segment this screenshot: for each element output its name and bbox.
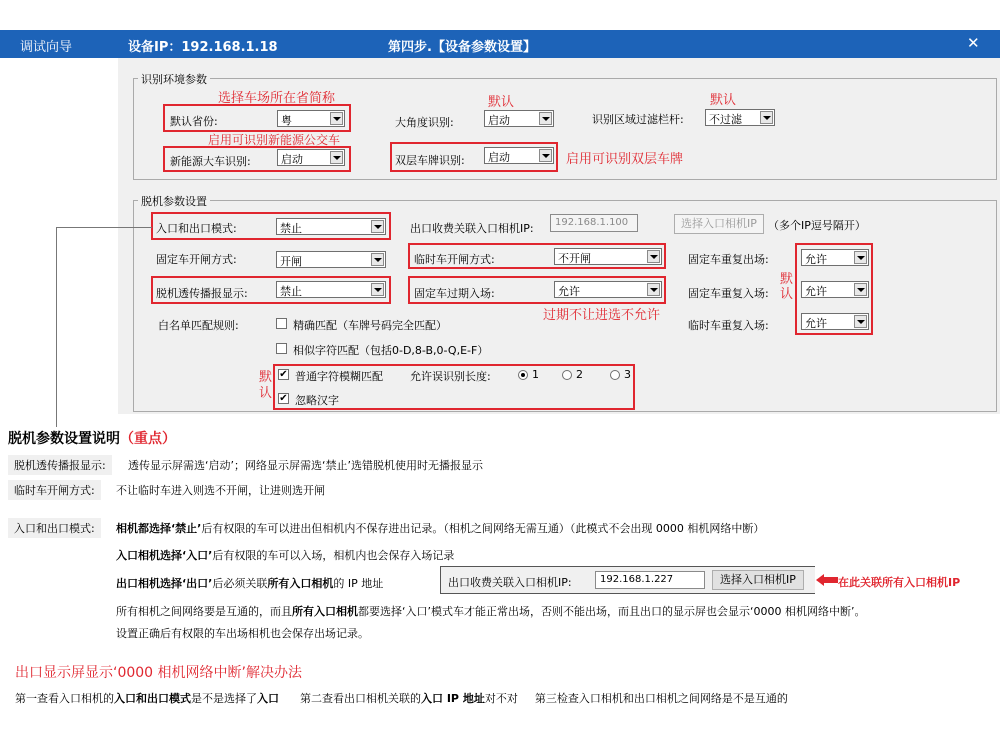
chevron-down-icon (647, 283, 660, 296)
row5-mid: 后必须关联 (212, 577, 268, 590)
temp-repeat-in-label: 临时车重复入场: (688, 319, 769, 332)
row5-field-label: 出口收费关联入口相机IP: (448, 576, 572, 589)
title-bar (0, 30, 1000, 58)
filter-value: 不过滤 (709, 113, 742, 126)
recognition-legend: 识别环境参数 (138, 71, 210, 87)
connector-line-vertical (56, 227, 57, 427)
row3-bold: 相机都选择‘禁止’ (116, 522, 202, 535)
settings-dialog (118, 58, 1000, 414)
row3-text: 后有权限的车可以进出但相机内不保存进出记录。（相机之间网络无需互通）（此模式不会出现 0000 相机网络中断） (201, 522, 765, 535)
radio-length-2-label: 2 (576, 368, 583, 381)
row5-ip-input[interactable]: 192.168.1.227 (595, 571, 705, 589)
fuzzy-match-label: 普通字符模糊匹配 (295, 370, 383, 383)
expired-value: 允许 (558, 285, 580, 298)
similar-match-label: 相似字符匹配（包括0-D,8-B,0-Q,E-F） (293, 344, 489, 357)
radio-length-2[interactable] (562, 370, 572, 380)
default-note-angle: 默认 (488, 95, 515, 110)
row3 (116, 520, 764, 536)
default-left-note: 默认 (259, 370, 273, 401)
province-value: 粤 (281, 114, 292, 127)
fixed-repeat-out-value: 允许 (805, 253, 827, 266)
passthrough-value: 禁止 (280, 285, 302, 298)
chevron-down-icon (647, 250, 660, 263)
province-label: 默认省份: (170, 115, 218, 128)
angle-select[interactable] (484, 110, 554, 127)
close-icon[interactable]: ✕ (967, 34, 980, 52)
fuzzy-match-checkbox[interactable]: ✔ (279, 369, 288, 380)
row2-label: 临时车开闸方式: (8, 480, 101, 500)
row6-b: 都要选择‘入口’模式车才能正常出场，否则不能出场，而且出口的显示屏也会显示‘0000 相机网络中断’。 (358, 605, 866, 618)
province-select[interactable] (277, 110, 345, 127)
row6 (116, 603, 865, 619)
chevron-down-icon (330, 112, 343, 125)
expired-label: 固定车过期入场: (414, 287, 495, 300)
row4 (116, 547, 454, 563)
multi-ip-note: （多个IP逗号隔开） (768, 219, 866, 232)
wizard-title: 调试向导 (20, 40, 73, 55)
sol2c: 对不对 (484, 692, 518, 705)
sol1b: 入口和出口模式 (114, 692, 191, 705)
fixed-repeat-in-label: 固定车重复入场: (688, 287, 769, 300)
select-entrance-cam-button[interactable]: 选择入口相机IP (712, 570, 804, 590)
default-note-filter: 默认 (710, 93, 737, 108)
row2-text: 不让临时车进入则选不开闸，让进则选开闸 (116, 484, 325, 497)
angle-value: 启动 (488, 114, 510, 127)
row4-bold: 入口相机选择‘入口’ (116, 549, 213, 562)
newenergy-label: 新能源大车识别: (170, 155, 251, 168)
chevron-down-icon (371, 253, 384, 266)
temp-open-label: 临时车开闸方式: (414, 253, 495, 266)
exact-match-label: 精确匹配（车牌号码完全匹配） (293, 319, 447, 332)
device-ip-label: 设备IP：192.168.1.18 (128, 40, 278, 55)
radio-length-1-label: 1 (532, 368, 539, 381)
exit-ip-input[interactable]: 192.168.1.100 (550, 214, 638, 232)
newenergy-select[interactable] (277, 149, 345, 166)
chevron-down-icon (760, 111, 773, 124)
whitelist-label: 白名单匹配规则: (158, 319, 239, 332)
exit-ip-label: 出口收费关联入口相机IP: (410, 222, 534, 235)
fixed-open-label: 固定车开闸方式: (156, 253, 237, 266)
choose-province-note: 选择车场所在省简称 (218, 91, 336, 106)
allow-err-label: 允许误识别长度: (410, 370, 491, 383)
sol2a: 第二查看出口相机关联的 (300, 692, 421, 705)
row5-note: 在此关联所有入口相机IP (838, 576, 961, 589)
passthrough-select[interactable] (276, 281, 386, 298)
row5-bold1: 出口相机选择‘出口’ (116, 577, 213, 590)
row6-bold: 所有入口相机 (292, 605, 358, 618)
chevron-down-icon (539, 112, 552, 125)
row3-label: 入口和出口模式: (8, 518, 101, 538)
enable-double-note: 启用可识别双层车牌 (566, 152, 684, 167)
fixed-open-value: 开闸 (280, 255, 302, 268)
row1-label: 脱机透传播报显示: (8, 455, 112, 475)
sol1d: 入口 (257, 692, 279, 705)
arrow-left-icon (816, 574, 838, 589)
radio-length-3[interactable] (610, 370, 620, 380)
row4-text: 后有权限的车可以入场，相机内也会保存入场记录 (212, 549, 455, 562)
io-mode-label: 入口和出口模式: (156, 222, 237, 235)
default-side-note: 默认 (780, 272, 794, 302)
chevron-down-icon (854, 315, 867, 328)
chevron-down-icon (371, 220, 384, 233)
row5 (116, 575, 383, 591)
fixed-repeat-out-label: 固定车重复出场: (688, 253, 769, 266)
sol3: 第三检查入口相机和出口相机之间网络是不是互通的 (534, 692, 788, 705)
explain-title (8, 428, 176, 448)
ignore-chinese-checkbox[interactable]: ✔ (279, 393, 288, 404)
solution-title: 出口显示屏显示‘0000 相机网络中断’解决办法 (15, 665, 302, 681)
select-entrance-cam-button-disabled[interactable]: 选择入口相机IP (674, 214, 764, 234)
chevron-down-icon (371, 283, 384, 296)
newenergy-value: 启动 (281, 153, 303, 166)
chevron-down-icon (330, 151, 343, 164)
temp-repeat-in-value: 允许 (805, 317, 827, 330)
exact-match-checkbox[interactable] (276, 318, 287, 329)
sol2b: 入口 IP 地址 (421, 692, 485, 705)
sol1a: 第一查看入口相机的 (15, 692, 114, 705)
step-title: 第四步.【设备参数设置】 (388, 40, 536, 55)
row5-bold2: 所有入口相机 (267, 577, 334, 590)
solution-line (15, 690, 788, 706)
filter-select[interactable] (705, 109, 775, 126)
explain-title-key: （重点） (120, 431, 176, 447)
similar-match-checkbox[interactable] (276, 343, 287, 354)
offline-legend: 脱机参数设置 (138, 193, 210, 209)
chevron-down-icon (854, 283, 867, 296)
row6-a: 所有相机之间网络要是互通的，而且 (116, 605, 292, 618)
passthrough-label: 脱机透传播报显示: (156, 287, 248, 300)
double-label: 双层车牌识别: (395, 154, 465, 167)
double-value: 启动 (488, 151, 510, 164)
temp-open-select[interactable] (554, 248, 662, 265)
fixed-open-select[interactable] (276, 251, 386, 268)
enable-bus-note: 启用可识别新能源公交车 (208, 133, 341, 147)
chevron-down-icon (539, 149, 552, 162)
row7: 设置正确后有权限的车出场相机也会保存出场记录。 (116, 627, 369, 640)
fixed-repeat-out-select[interactable] (801, 249, 869, 266)
connector-line (56, 227, 152, 228)
expired-note: 过期不让进选不允许 (543, 308, 661, 323)
temp-open-value: 不开闸 (558, 252, 591, 265)
row5-tail: 的 IP 地址 (333, 577, 384, 590)
temp-repeat-in-select[interactable] (801, 313, 869, 330)
radio-length-3-label: 3 (624, 368, 631, 381)
chevron-down-icon (854, 251, 867, 264)
explain-title-text: 脱机参数设置说明 (8, 431, 120, 447)
fixed-repeat-in-value: 允许 (805, 285, 827, 298)
row1-text: 透传显示屏需选‘启动’；网络显示屏需选‘禁止’选错脱机使用时无播报显示 (128, 459, 483, 472)
radio-length-1[interactable] (518, 370, 528, 380)
angle-label: 大角度识别: (395, 116, 454, 129)
double-select[interactable] (484, 147, 554, 164)
io-mode-value: 禁止 (280, 222, 302, 235)
io-mode-select[interactable] (276, 218, 386, 235)
filter-label: 识别区域过滤栏杆: (592, 113, 684, 126)
expired-select[interactable] (554, 281, 662, 298)
ignore-chinese-label: 忽略汉字 (295, 394, 339, 407)
fixed-repeat-in-select[interactable] (801, 281, 869, 298)
sol1c: 是不是选择了 (191, 692, 257, 705)
